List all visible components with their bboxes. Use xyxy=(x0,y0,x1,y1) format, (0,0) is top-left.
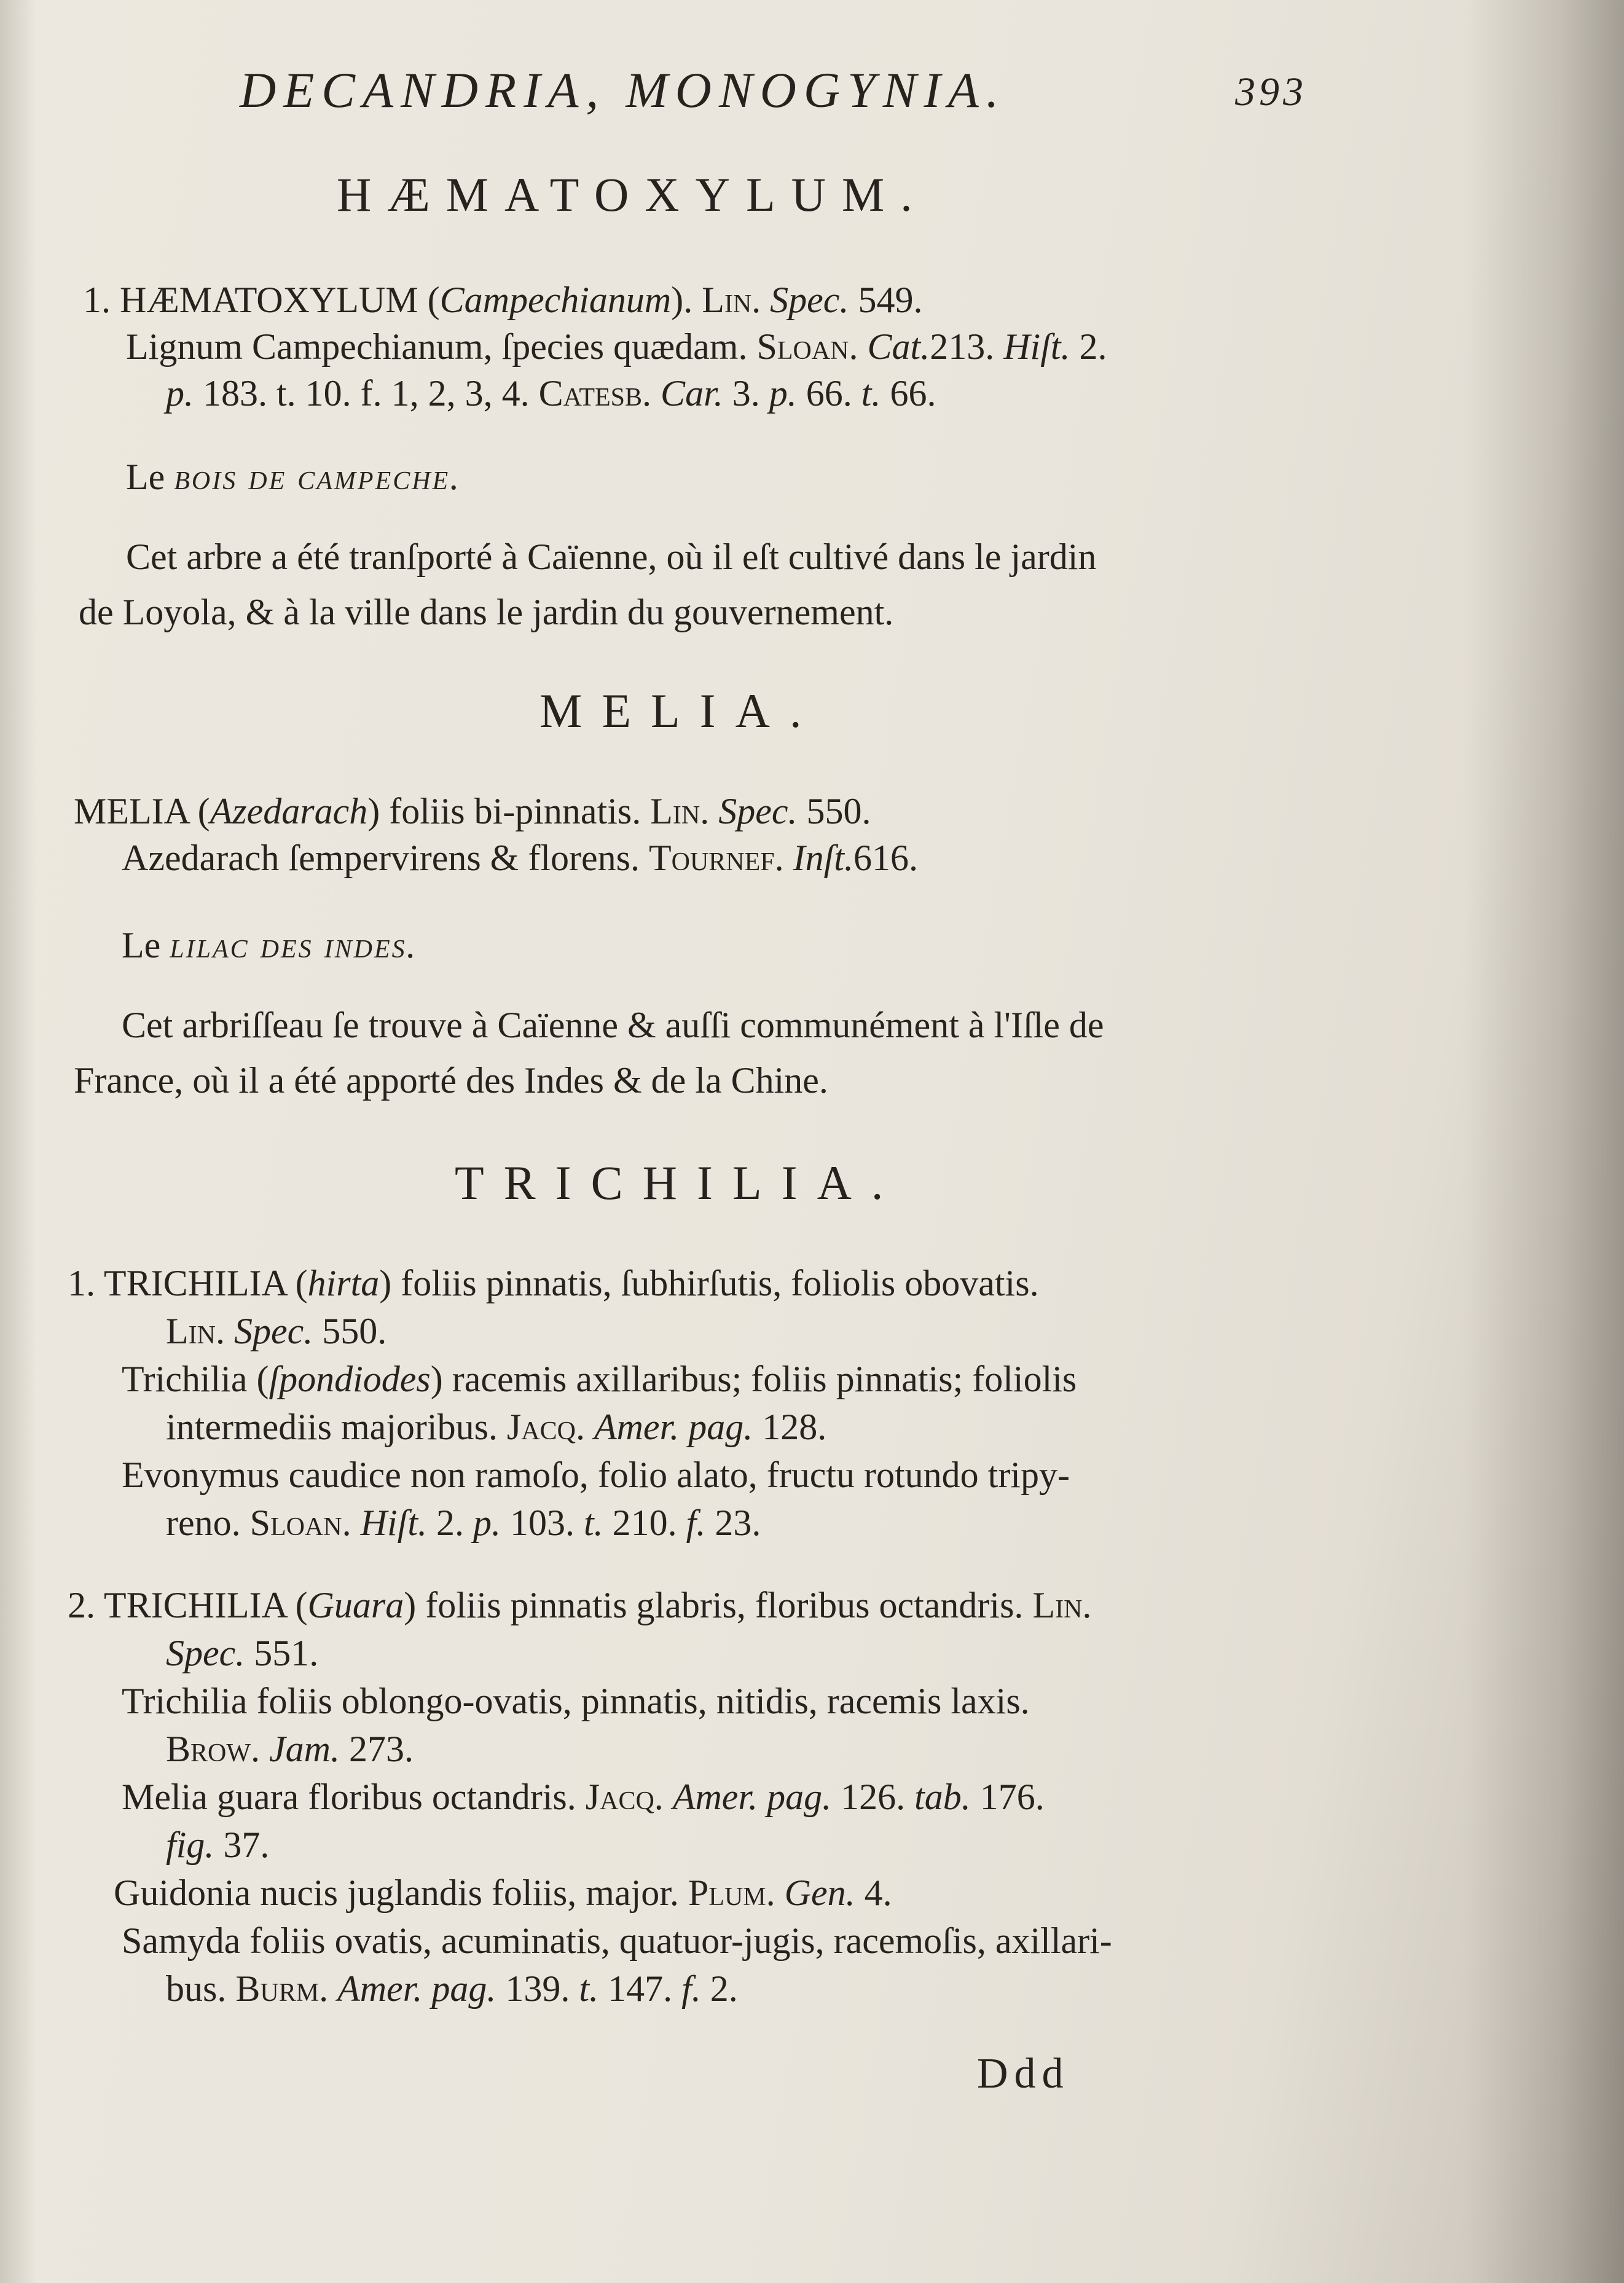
synonym-text: Trichilia ( xyxy=(122,1359,269,1399)
reference-page: 66. xyxy=(890,373,936,414)
entry-number: 1. xyxy=(68,1263,95,1303)
reference-page: 37. xyxy=(223,1825,270,1865)
reference-page: 213. xyxy=(930,326,995,367)
reference-page: 139. xyxy=(505,1968,570,2009)
synonym-line-continued xyxy=(166,1404,826,1450)
species-name: TRICHILIA xyxy=(103,1263,286,1303)
reference-page: 210. xyxy=(612,1503,677,1543)
reference-abbrev: tab. xyxy=(914,1777,971,1817)
species-entry-haematoxylum-1: 1. HÆMATOXYLUM (Campechianum). Lin. Spec. 549. xyxy=(83,280,923,320)
synonym-epithet: ſpondiodes xyxy=(269,1359,431,1399)
reference-abbrev: t. xyxy=(861,373,881,414)
species-epithet: hirta xyxy=(307,1263,380,1303)
reference-page: 183. t. 10. f. 1, 2, 3, 4. xyxy=(203,373,530,414)
reference-work: Cat. xyxy=(867,326,930,367)
reference-author: Brow. xyxy=(166,1729,261,1769)
reference-page: 2. xyxy=(710,1968,738,2009)
reference-author: Plum. xyxy=(688,1872,775,1913)
species-description: foliis pinnatis, ſubhirſutis, foliolis obovatis. xyxy=(401,1263,1039,1303)
reference-work: Amer. pag. xyxy=(672,1777,832,1817)
note-line: Cet arbre a été tranſporté à Caïenne, où il eſt cultivé dans le jardin xyxy=(126,536,1097,577)
synonym-line-continued xyxy=(166,1821,269,1868)
reference-author: Lin. xyxy=(1032,1585,1092,1625)
synonym-text: Guidonia nucis juglandis foliis, major. xyxy=(114,1872,679,1913)
reference-page: 66. xyxy=(806,373,852,414)
synonym-line xyxy=(122,835,918,881)
synonym-text: intermediis majoribus. xyxy=(166,1407,498,1447)
reference-page: 273. xyxy=(348,1729,414,1769)
reference-work: Hiſt. xyxy=(360,1503,427,1543)
synonym-line: Trichilia foliis oblongo-ovatis, pinnatis, nitidis, racemis laxis. xyxy=(122,1681,1030,1721)
synonym-line: Evonymus caudice non ramoſo, folio alato, fructu rotundo tripy- xyxy=(122,1455,1070,1495)
reference-page: 4. xyxy=(864,1872,892,1913)
species-name: MELIA xyxy=(74,791,189,831)
reference-work: Spec. xyxy=(166,1633,245,1673)
reference-page: 550. xyxy=(322,1311,387,1351)
reference-work: Gen. xyxy=(784,1872,855,1913)
species-name: HÆMATOXYLUM xyxy=(120,280,418,320)
common-name-line xyxy=(126,454,461,500)
reference-work: Amer. pag. xyxy=(337,1968,496,2009)
species-name: TRICHILIA xyxy=(103,1585,286,1625)
reference-author: Jacq. xyxy=(506,1407,585,1447)
synonym-line-continued xyxy=(166,1499,761,1546)
reference-abbrev: f. xyxy=(681,1968,701,2009)
reference-page: 176. xyxy=(979,1777,1045,1817)
reference-author: Burm. xyxy=(235,1968,329,2009)
reference-page: 126. xyxy=(841,1777,906,1817)
reference-page: 2. xyxy=(1079,326,1107,367)
reference-work: Jam. xyxy=(269,1729,340,1769)
reference-page: 550. xyxy=(806,791,871,831)
reference-page: 128. xyxy=(762,1407,827,1447)
species-epithet: Campechianum xyxy=(439,280,672,320)
reference-page: 103. xyxy=(510,1503,575,1543)
synonym-text: Melia guara floribus octandris. xyxy=(122,1777,576,1817)
reference-work: Car. xyxy=(661,373,723,414)
synonym-text: Azedarach ſempervirens & florens. xyxy=(122,838,640,878)
entry-number: 1. xyxy=(83,280,111,320)
reference-page: 2. xyxy=(436,1503,464,1543)
reference-page: 147. xyxy=(608,1968,673,2009)
reference-abbrev: p. xyxy=(166,373,194,414)
synonym-text: reno. xyxy=(166,1503,241,1543)
reference-author: Sloan. xyxy=(756,326,858,367)
reference-author: Lin. xyxy=(166,1311,225,1351)
reference-work: Spec. xyxy=(233,1311,313,1351)
common-name-prefix: Le xyxy=(126,457,165,497)
genus-heading-melia: MELIA. xyxy=(539,684,822,737)
synonym-line xyxy=(122,1774,1045,1820)
reference-line xyxy=(166,1630,318,1676)
species-description: foliis pinnatis glabris, floribus octandris. xyxy=(425,1585,1024,1625)
reference-abbrev: f. xyxy=(686,1503,706,1543)
page-number: 393 xyxy=(1235,69,1307,114)
reference-abbrev: t. xyxy=(584,1503,603,1543)
species-description: foliis bi-pinnatis. xyxy=(389,791,641,831)
reference-work: Inſt. xyxy=(793,838,853,878)
reference-page: 23. xyxy=(715,1503,761,1543)
synonym-text: bus. xyxy=(166,1968,227,2009)
reference-author: Tournef. xyxy=(648,838,784,878)
common-name-line xyxy=(122,922,418,969)
reference-work: Amer. pag. xyxy=(594,1407,753,1447)
reference-work: Spec. xyxy=(770,280,849,320)
synonym-line-continued xyxy=(166,370,936,417)
species-epithet: Azedarach xyxy=(210,791,368,831)
synonym-line xyxy=(126,323,1107,370)
reference-abbrev: fig. xyxy=(166,1825,214,1865)
reference-page: 551. xyxy=(254,1633,319,1673)
reference-author: Catesb. xyxy=(538,373,652,414)
reference-work: Hiſt. xyxy=(1003,326,1070,367)
synonym-line-continued xyxy=(166,1965,738,2012)
common-name: lilac des indes. xyxy=(170,925,418,965)
synonym-line xyxy=(122,1356,1077,1402)
reference-page: 616. xyxy=(853,838,918,878)
signature-mark: Ddd xyxy=(977,2050,1070,2097)
reference-author: Lin. xyxy=(650,791,710,831)
reference-abbrev: p. xyxy=(473,1503,501,1543)
synonym-line: Samyda foliis ovatis, acuminatis, quatuor-jugis, racemoſis, axillari- xyxy=(122,1920,1112,1961)
species-entry-melia: MELIA (Azedarach) foliis bi-pinnatis. Lin. Spec. 550. xyxy=(74,791,871,831)
genus-heading-haematoxylum: HÆMATOXYLUM. xyxy=(337,168,928,221)
common-name: bois de campeche. xyxy=(174,457,461,497)
reference-page: 549. xyxy=(858,280,923,320)
reference-author: Lin. xyxy=(702,280,761,320)
species-entry-trichilia-2: 2. TRICHILIA (Guara) foliis pinnatis glabris, floribus octandris. Lin. xyxy=(68,1585,1092,1625)
note-line: France, où il a été apporté des Indes & de la Chine. xyxy=(74,1060,828,1101)
reference-abbrev: p. xyxy=(769,373,797,414)
reference-work: Spec. xyxy=(718,791,798,831)
genus-heading-trichilia: TRICHILIA. xyxy=(455,1156,903,1209)
synonym-line xyxy=(114,1869,892,1916)
synonym-text: ) racemis axillaribus; foliis pinnatis; foliolis xyxy=(430,1359,1077,1399)
entry-number: 2. xyxy=(68,1585,95,1625)
reference-line xyxy=(166,1308,386,1354)
running-head: DECANDRIA, MONOGYNIA. xyxy=(240,62,1006,118)
note-line: Cet arbriſſeau ſe trouve à Caïenne & auſſi communément à l'Iſle de xyxy=(122,1005,1104,1045)
species-entry-trichilia-1: 1. TRICHILIA (hirta) foliis pinnatis, ſubhirſutis, foliolis obovatis. xyxy=(68,1263,1039,1303)
reference-page: 3. xyxy=(732,373,760,414)
reference-author: Sloan. xyxy=(249,1503,351,1543)
synonym-text: Lignum Campechianum, ſpecies quædam. xyxy=(126,326,748,367)
synonym-line-continued xyxy=(166,1726,414,1772)
common-name-prefix: Le xyxy=(122,925,161,965)
reference-author: Jacq. xyxy=(585,1777,664,1817)
note-line: de Loyola, & à la ville dans le jardin du gouvernement. xyxy=(79,592,894,632)
species-epithet: Guara xyxy=(307,1585,404,1625)
reference-abbrev: t. xyxy=(579,1968,599,2009)
